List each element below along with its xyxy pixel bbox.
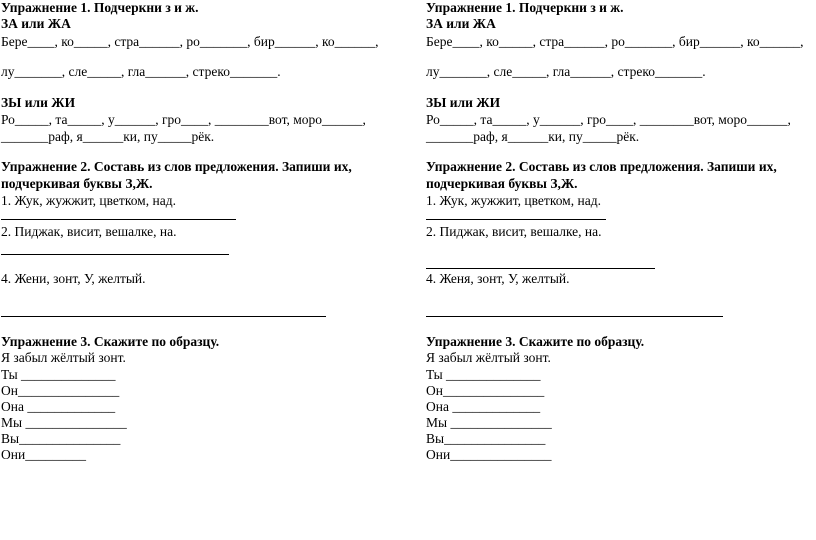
exercise-3-row: Ты ______________ xyxy=(1,367,116,382)
exercise-3-row: Он_______________ xyxy=(1,383,120,398)
sentence-2: 2. Пиджак, висит, вешалке, на. xyxy=(426,224,602,239)
za-zha-heading: ЗА или ЖА xyxy=(1,16,71,31)
answer-line xyxy=(426,316,723,317)
za-zha-line-2: лу_______, сле_____, гла______, стреко_______. xyxy=(1,64,281,79)
exercise-3-row: Она _____________ xyxy=(426,399,541,414)
exercise-1-title: Упражнение 1. Подчеркни з и ж. xyxy=(426,0,624,15)
sentence-1: 1. Жук, жужжит, цветком, над. xyxy=(426,193,601,208)
exercise-3-row: Мы _______________ xyxy=(426,415,552,430)
exercise-2-title-line-1: Упражнение 2. Составь из слов предложения. Запиши их, xyxy=(1,159,352,174)
exercise-3-row: Они_________ xyxy=(1,447,86,462)
answer-line xyxy=(1,316,326,317)
exercise-3-title: Упражнение 3. Скажите по образцу. xyxy=(1,334,220,349)
exercise-3-row: Вы_______________ xyxy=(426,431,546,446)
zy-zhi-heading: ЗЫ или ЖИ xyxy=(426,95,501,110)
zy-zhi-line-2: _______раф, я______ки, пу_____рёк. xyxy=(426,129,640,144)
exercise-3-row: Мы _______________ xyxy=(1,415,127,430)
sentence-2: 2. Пиджак, висит, вешалке, на. xyxy=(1,224,177,239)
answer-line xyxy=(426,219,606,220)
zy-zhi-line-1: Ро_____, та_____, у______, гро____, ________вот, моро______, xyxy=(1,112,366,127)
answer-line xyxy=(426,268,655,269)
exercise-3-row: Вы_______________ xyxy=(1,431,121,446)
exercise-3-row: Она _____________ xyxy=(1,399,116,414)
exercise-2-title-line-1: Упражнение 2. Составь из слов предложения. Запиши их, xyxy=(426,159,777,174)
exercise-1-title: Упражнение 1. Подчеркни з и ж. xyxy=(1,0,199,15)
exercise-2-title-line-2: подчеркивая буквы З,Ж. xyxy=(1,176,153,191)
zy-zhi-line-1: Ро_____, та_____, у______, гро____, ________вот, моро______, xyxy=(426,112,791,127)
exercise-3-sample: Я забыл жёлтый зонт. xyxy=(426,350,551,365)
sentence-1: 1. Жук, жужжит, цветком, над. xyxy=(1,193,176,208)
exercise-2-title-line-2: подчеркивая буквы З,Ж. xyxy=(426,176,578,191)
za-zha-heading: ЗА или ЖА xyxy=(426,16,496,31)
exercise-3-row: Ты ______________ xyxy=(426,367,541,382)
zy-zhi-line-2: _______раф, я______ки, пу_____рёк. xyxy=(1,129,215,144)
za-zha-line-2: лу_______, сле_____, гла______, стреко_______. xyxy=(426,64,706,79)
exercise-3-sample: Я забыл жёлтый зонт. xyxy=(1,350,126,365)
sentence-4: 4. Женя, зонт, У, желтый. xyxy=(426,271,570,286)
zy-zhi-heading: ЗЫ или ЖИ xyxy=(1,95,76,110)
exercise-3-row: Он_______________ xyxy=(426,383,545,398)
answer-line xyxy=(1,219,236,220)
exercise-3-title: Упражнение 3. Скажите по образцу. xyxy=(426,334,645,349)
exercise-3-row: Они_______________ xyxy=(426,447,552,462)
za-zha-line-1: Бере____, ко_____, стра______, ро_______, бир______, ко______, xyxy=(426,34,804,49)
answer-line xyxy=(1,254,229,255)
za-zha-line-1: Бере____, ко_____, стра______, ро_______, бир______, ко______, xyxy=(1,34,379,49)
sentence-4: 4. Жени, зонт, У, желтый. xyxy=(1,271,146,286)
